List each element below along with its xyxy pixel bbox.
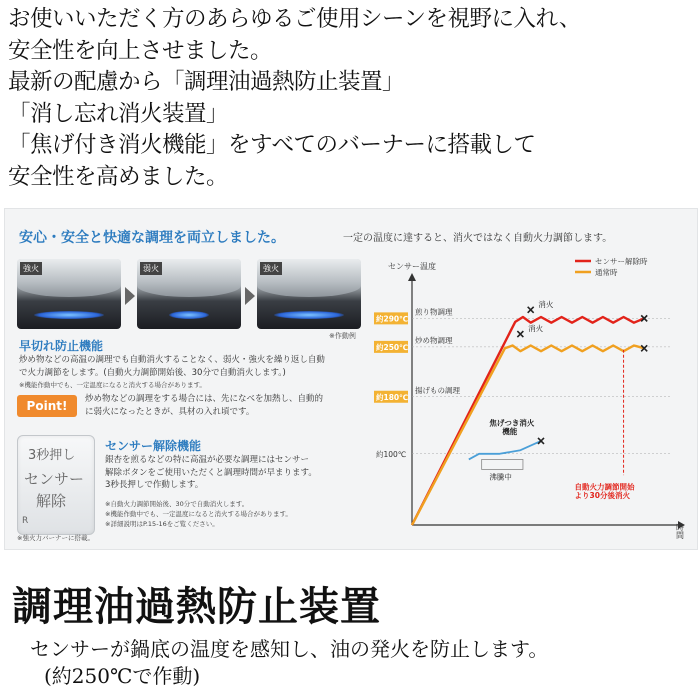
burner-photo-strong — [17, 259, 121, 329]
intro-line: お使いいただく方のあらゆるご使用シーンを視野に入れ、 — [8, 6, 581, 32]
button-caption: ※強火力バーナーに搭載。 — [17, 534, 94, 542]
sensor-release-heading: センサー解除機能 — [105, 439, 202, 453]
button-mark: R — [22, 516, 29, 526]
annotation-label: 消火 — [528, 324, 544, 334]
category-label: 炒め物調理 — [415, 335, 453, 345]
panel-subtitle: 一定の温度に達すると、消火ではなく自動火力調節します。 — [343, 233, 613, 244]
x-mark-icon — [517, 331, 523, 337]
button-line2: センサー — [24, 470, 85, 488]
headline: 調理油過熱防止装置 — [12, 583, 381, 630]
photo-label: 強火 — [20, 262, 42, 275]
temperature-chart — [360, 253, 695, 547]
series-line — [469, 441, 541, 460]
sensor-release-note: ※自動火力調節開始後、30分で自動消火します。 — [105, 500, 249, 508]
feature-panel — [4, 208, 698, 550]
intro-line: 「消し忘れ消火装置」 — [8, 100, 229, 127]
point-line: 炒め物などの調理をする場合には、先になべを加熱し、自動的 — [85, 394, 324, 404]
arrow-right-icon — [125, 287, 135, 305]
sensor-release-line: 解除ボタンをご使用いただくと調理時間が早まります。 — [105, 467, 317, 478]
category-label: 煎り物調理 — [415, 307, 453, 317]
burner-photo-strong-2 — [257, 259, 361, 329]
annotation-label: より30分後消火 — [574, 490, 630, 500]
early-off-note: ※機能作動中でも、一定温度になると消火する場合があります。 — [19, 381, 206, 389]
button-line3: 解除 — [36, 492, 67, 510]
legend-label: 通常時 — [595, 268, 618, 277]
early-off-line: 炒め物などの高温の調理でも自動消火することなく、弱火・強火を繰り返し自動 — [19, 355, 325, 365]
y-axis-label: センサー温度 — [388, 262, 436, 271]
sensor-release-note: ※詳細説明はP.15-16をご覧ください。 — [105, 520, 219, 528]
intro-line: 「焦げ付き消火機能」をすべてのバーナーに搭載して — [8, 132, 536, 158]
early-off-heading: 早切れ防止機能 — [19, 339, 104, 353]
intro-line: 安全性を高めました。 — [8, 163, 229, 190]
photo-label: 弱火 — [140, 262, 162, 275]
detail-line1: センサーが鍋底の温度を感知し、油の発火を防止します。 — [30, 637, 549, 661]
point-badge: Point! — [17, 395, 77, 417]
y-tick-label: 約100℃ — [376, 449, 407, 459]
early-off-line: で火力調節をします。(自動火力調節開始後、30分で自動消火します。) — [19, 367, 286, 378]
annotation-label: 焦げつき消火 — [489, 418, 535, 428]
y-tick-label: 約180℃ — [376, 392, 409, 402]
intro-line: 最新の配慮から「調理油過熱防止装置」 — [8, 69, 405, 95]
point-text — [85, 393, 323, 418]
early-off-text — [19, 354, 325, 379]
y-tick-label: 約290℃ — [376, 314, 409, 324]
x-axis-label: 時間 — [675, 523, 685, 539]
annotation-label: 自動火力調節開始 — [574, 482, 635, 492]
sensor-release-button-image — [17, 435, 95, 535]
sensor-release-text — [105, 454, 317, 492]
intro-line: 安全性を向上させました。 — [8, 37, 273, 64]
y-axis-arrow-icon — [408, 273, 416, 281]
panel-title: 安心・安全と快適な調理を両立しました。 — [19, 230, 285, 246]
sensor-release-notes — [105, 499, 292, 529]
annotation-label: 沸騰中 — [489, 472, 512, 482]
photo-note: ※作動例 — [329, 332, 356, 340]
intro-text — [8, 4, 698, 193]
annotation-label: 機能 — [502, 426, 518, 436]
boiling-bracket — [482, 459, 523, 469]
detail-line2: (約250℃で作動) — [44, 664, 201, 688]
button-line1: 3秒押し — [28, 448, 76, 463]
sensor-release-line: 銀杏を煎るなどの特に高温が必要な調理にはセンサー — [105, 455, 310, 465]
photo-label: 強火 — [260, 262, 282, 275]
sensor-release-note: ※機能作動中でも、一定温度になると消火する場合があります。 — [105, 510, 292, 518]
arrow-right-icon — [245, 287, 255, 305]
sensor-release-line: 3秒長押しで作動します。 — [105, 480, 204, 490]
burner-photo-weak — [137, 259, 241, 329]
x-mark-icon — [528, 307, 534, 313]
y-tick-label: 約250℃ — [376, 342, 409, 352]
annotation-label: 消火 — [538, 299, 554, 309]
category-label: 揚げもの調理 — [415, 385, 460, 395]
point-line: に弱火になったときが、具材の入れ頃です。 — [85, 406, 255, 417]
legend-label: センサー解除時 — [595, 257, 648, 266]
